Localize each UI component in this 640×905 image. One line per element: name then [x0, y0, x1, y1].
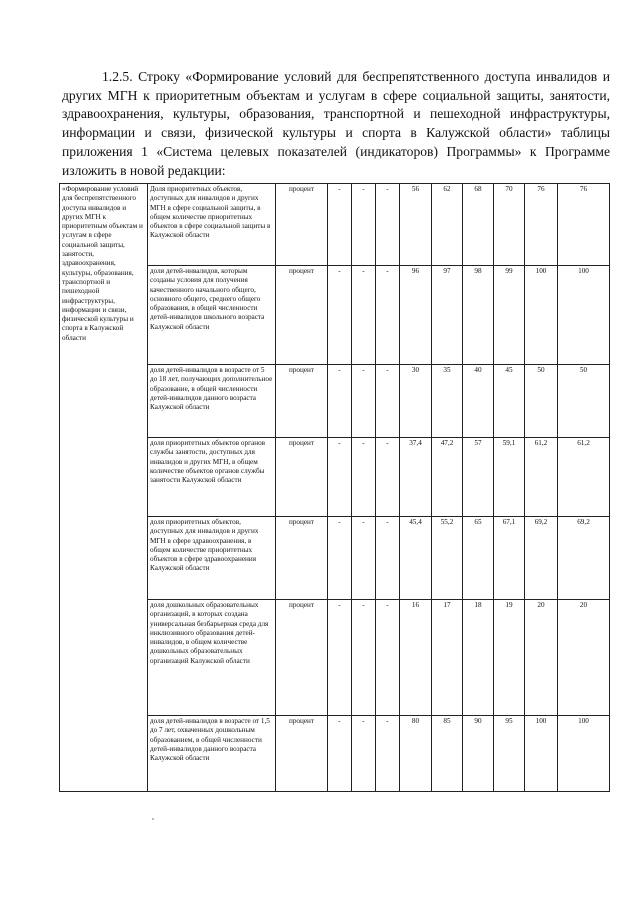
indicator-unit: процент	[276, 517, 328, 600]
indicator-value: 55,2	[432, 517, 463, 600]
indicator-value: -	[328, 716, 352, 792]
indicator-value: -	[376, 365, 400, 438]
indicator-value: -	[376, 184, 400, 266]
indicator-value: 30	[400, 365, 432, 438]
indicator-unit: процент	[276, 365, 328, 438]
indicator-value: 68	[463, 184, 494, 266]
indicator-unit: процент	[276, 438, 328, 517]
indicator-value: -	[352, 184, 376, 266]
indicator-value: 97	[432, 266, 463, 365]
indicator-name: Доля приоритетных объектов, доступных для инвалидов и других МГН в сфере социальной защиты, в общем количестве приоритетных объектов в сфере социальной защиты в Калужской области	[148, 184, 276, 266]
indicator-value: 59,1	[494, 438, 525, 517]
indicator-value: -	[328, 266, 352, 365]
indicator-value: 20	[525, 600, 558, 716]
indicator-value: 76	[525, 184, 558, 266]
indicator-value: 18	[463, 600, 494, 716]
indicator-value: -	[376, 716, 400, 792]
indicator-value: 50	[525, 365, 558, 438]
indicator-value: 47,2	[432, 438, 463, 517]
indicator-value: 40	[463, 365, 494, 438]
indicator-value: 61,2	[558, 438, 610, 517]
indicator-unit: процент	[276, 266, 328, 365]
indicator-value: -	[352, 517, 376, 600]
indicator-name: доля приоритетных объектов органов службы занятости, доступных для инвалидов и других МГН, в общем количестве объектов органов службы занятости Калужской области	[148, 438, 276, 517]
indicator-name: доля детей-инвалидов в возрасте от 5 до 18 лет, получающих дополнительное образование, в общей численности детей-инвалидов данного возраста Калужской области	[148, 365, 276, 438]
indicator-value: 69,2	[525, 517, 558, 600]
indicator-value: 99	[494, 266, 525, 365]
indicator-value: 100	[525, 266, 558, 365]
indicator-value: -	[352, 266, 376, 365]
table-row	[60, 184, 610, 266]
indicator-value: 45	[494, 365, 525, 438]
indicator-value: -	[352, 365, 376, 438]
indicators-table-body	[60, 184, 610, 792]
indicator-value: 96	[400, 266, 432, 365]
indicator-value: 65	[463, 517, 494, 600]
amendment-text: 1.2.5. Строку «Формирование условий для беспрепятственного доступа инвалидов и других МГН к приоритетным объектам и услугам в сфере социальной защиты, занятости, здравоохранения, культуры, образования, транспортной и пешеходной инфраструктуры, информации и связи, физической культуры и спорта в Калужской области» таблицы приложения 1 «Система целевых показателей (индикаторов) Программы» к Программе изложить в новой редакции:	[62, 69, 610, 178]
indicator-value: 19	[494, 600, 525, 716]
indicator-unit: процент	[276, 600, 328, 716]
indicator-unit: процент	[276, 184, 328, 266]
indicator-value: -	[352, 438, 376, 517]
indicator-value: 57	[463, 438, 494, 517]
indicator-name: доля детей-инвалидов, которым созданы условия для получения качественного начального общего, основного общего, среднего общего образования, в общей численности детей-инвалидов школьного возраста Калужской области	[148, 266, 276, 365]
indicator-value: -	[328, 365, 352, 438]
indicator-value: 100	[525, 716, 558, 792]
indicator-value: 80	[400, 716, 432, 792]
indicator-value: 100	[558, 266, 610, 365]
indicator-value: -	[376, 438, 400, 517]
indicator-value: -	[328, 438, 352, 517]
indicator-value: 61,2	[525, 438, 558, 517]
indicator-name: доля дошкольных образовательных организаций, в которых создана универсальная безбарьерная среда для инклюзивного образования детей-инвалидов, в общем количестве дошкольных образовательных организаций Калужской области	[148, 600, 276, 716]
indicator-value: 17	[432, 600, 463, 716]
indicator-value: 76	[558, 184, 610, 266]
indicator-value: -	[328, 517, 352, 600]
indicator-value: -	[376, 266, 400, 365]
indicator-value: 85	[432, 716, 463, 792]
indicator-value: 95	[494, 716, 525, 792]
indicator-value: 70	[494, 184, 525, 266]
indicator-value: 35	[432, 365, 463, 438]
indicator-value: 69,2	[558, 517, 610, 600]
indicator-value: 45,4	[400, 517, 432, 600]
indicator-value: 37,4	[400, 438, 432, 517]
indicator-name: доля детей-инвалидов в возрасте от 1,5 до 7 лет, охваченных дошкольным образованием, в общей численности детей-инвалидов данного возраста Калужской области	[148, 716, 276, 792]
amendment-paragraph	[62, 68, 610, 180]
indicator-value: -	[352, 716, 376, 792]
indicator-value: -	[376, 517, 400, 600]
indicator-value: -	[376, 600, 400, 716]
program-section-cell: «Формирование условий для беспрепятственного доступа инвалидов и других МГН к приоритетным объектам и услугам в сфере социальной защиты, занятости, здравоохранения, культуры, образования, транспортной и пешеходной инфраструктуры, информации и связи, физической культуры и спорта в Калужской области	[60, 184, 148, 792]
indicator-name: доля приоритетных объектов, доступных для инвалидов и других МГН в сфере здравоохранения, в общем количестве приоритетных объектов в сфере здравоохранения Калужской области	[148, 517, 276, 600]
indicator-value: 100	[558, 716, 610, 792]
indicator-value: 90	[463, 716, 494, 792]
indicator-value: 67,1	[494, 517, 525, 600]
indicator-value: -	[352, 600, 376, 716]
indicator-value: 16	[400, 600, 432, 716]
indicator-value: 56	[400, 184, 432, 266]
indicator-value: -	[328, 184, 352, 266]
indicator-value: 20	[558, 600, 610, 716]
scan-speck	[152, 818, 154, 820]
indicator-value: 50	[558, 365, 610, 438]
indicators-table	[59, 183, 610, 792]
indicator-value: -	[328, 600, 352, 716]
indicator-unit: процент	[276, 716, 328, 792]
indicator-value: 98	[463, 266, 494, 365]
indicator-value: 62	[432, 184, 463, 266]
